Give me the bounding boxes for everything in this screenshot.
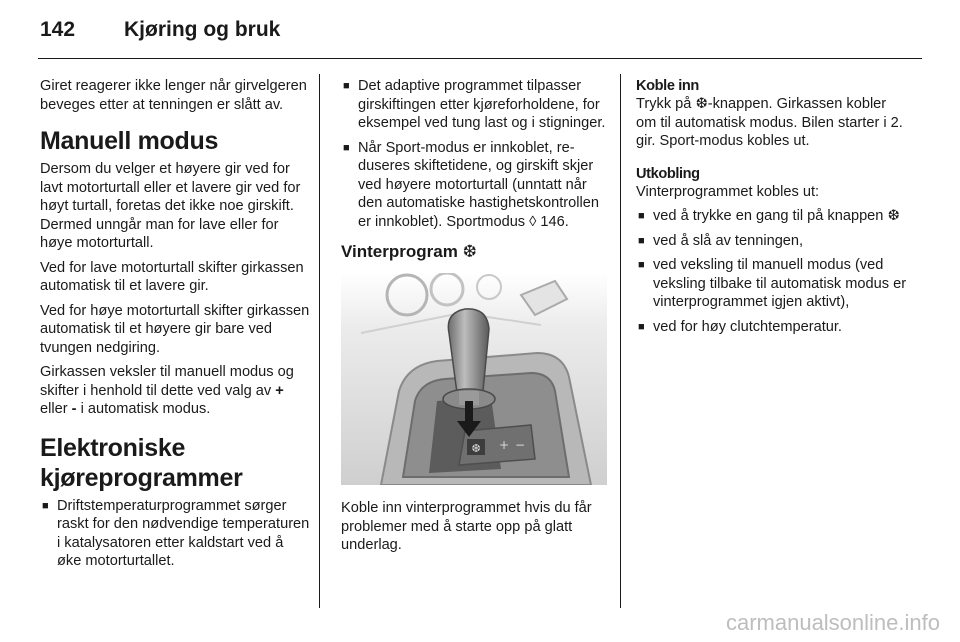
running-title: Kjøring og bruk — [124, 18, 281, 41]
gear-selector-illustration — [341, 273, 607, 485]
column-divider-2 — [620, 74, 621, 608]
watermark: carmanualsonline.info — [725, 610, 940, 635]
snowflake-icon: ❆ — [695, 95, 708, 112]
enable-paragraph: Trykk på ❆-knappen. Girkassen kobler om til automatisk modus. Bilen starter i 2. gir. Sport-modus kobles ut. — [636, 95, 903, 149]
list-item: ■ ved å slå av tenningen, — [636, 232, 908, 251]
heading-manual-mode: Manuell modus — [40, 127, 219, 155]
electronic-programs-list — [40, 497, 310, 571]
disable-intro: Vinterprogrammet kobles ut: — [636, 183, 820, 200]
heading-electronic-programs: Elektroniske kjøreprogrammer — [40, 433, 243, 492]
svg-text:+: + — [499, 438, 510, 452]
header-rule — [38, 58, 922, 59]
heading-enable: Koble inn — [636, 78, 699, 94]
programs-list-continued — [341, 77, 611, 231]
list-item: ■ Driftstemperaturprogrammet sørger raskt for den nødvendige temperaturen i katalysatoren etter kaldstart ved å øke motorturtallet. — [40, 497, 310, 571]
manual-paragraph-1: Dersom du velger et høyere gir ved for lavt motorturtall eller et lavere gir ved for høyt turtall, foretas det ikke noe girskift. Dermed unngår man for lave eller for høye motorturtall. — [40, 161, 301, 251]
svg-text:❆: ❆ — [471, 442, 481, 455]
list-item: ■ Det adaptive programmet tilpasser girskiftingen etter kjøreforholdene, for eksempel ved tung last og i stigninger. — [341, 77, 611, 133]
page-number: 142 — [40, 18, 76, 41]
heading-disable: Utkobling — [636, 165, 700, 182]
svg-text:−: − — [515, 438, 526, 452]
winter-caption: Koble inn vinterprogrammet hvis du får problemer med å starte opp på glatt underlag. — [341, 500, 592, 553]
manual-paragraph-2: Ved for lave motorturtall skifter girkassen automatisk til et lavere gir. — [40, 259, 304, 294]
list-item: ■ ved for høy clutchtemperatur. — [636, 318, 908, 337]
minus-symbol: - — [71, 401, 77, 417]
column-divider-1 — [319, 74, 320, 608]
disable-list — [636, 207, 908, 336]
column-3 — [636, 77, 908, 342]
column-2 — [341, 77, 611, 561]
list-item: ■ Når Sport-modus er innkoblet, reduseres skiftetidene, og girskift skjer ved høyere motorturtall (unntatt når den automatiske hastighetskontrollen er innkoblet). Sportmodus ◊ 146. — [341, 139, 611, 232]
plus-symbol: + — [275, 382, 284, 399]
manual-paragraph-3: Ved for høye motorturtall skifter girkassen automatisk til et høyere gir bare ved tvungen nedgiring. — [40, 302, 310, 356]
snowflake-icon: ❆ — [462, 242, 477, 262]
list-item: ■ ved å trykke en gang til på knappen ❆ — [636, 207, 908, 226]
page-header — [40, 18, 280, 48]
list-item: ■ ved veksling til manuell modus (ved veksling tilbake til automatisk modus er vinterprogrammet igjen aktivt), — [636, 256, 908, 312]
heading-winter-program: Vinterprogram ❆ — [341, 242, 477, 262]
manual-paragraph-4: Girkassen veksler til manuell modus og skifter i henhold til dette ved valg av + eller - i automatisk modus. — [40, 364, 294, 417]
intro-paragraph: Giret reagerer ikke lenger når girvelgeren beveges etter at tenningen er slått av. — [40, 78, 307, 113]
column-1 — [40, 77, 310, 577]
